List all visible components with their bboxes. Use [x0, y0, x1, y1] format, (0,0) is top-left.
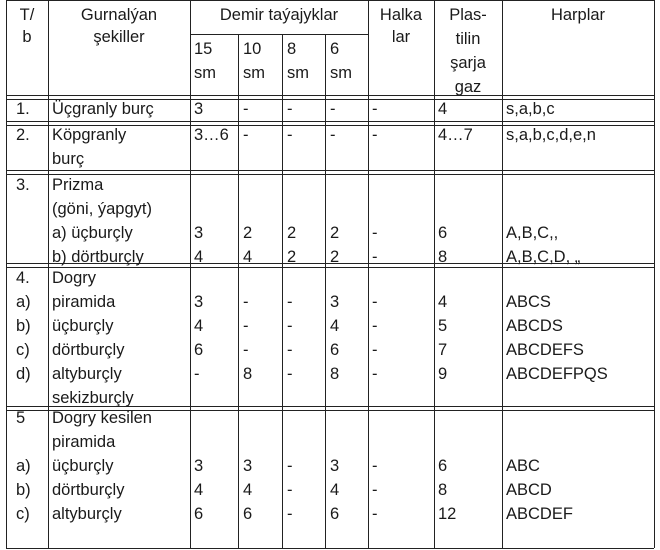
r5-r10-line-5: 6	[243, 505, 253, 523]
r4-r8-line-4: -	[287, 341, 293, 359]
r3-clay-line-3: 6	[438, 224, 448, 242]
r4-shape-line-4: dörtburçly	[52, 341, 125, 359]
r4-ring-line-3: -	[372, 317, 378, 335]
r2-r8-line-1: -	[287, 126, 293, 144]
r3-shape-line-3: a) üçburçly	[52, 224, 133, 242]
r5-num-line-5: c)	[16, 505, 30, 523]
r3-num-line-1: 3.	[16, 176, 30, 194]
r2-letters-line-1: s,a,b,c,d,e,n	[506, 126, 596, 144]
column-border-2	[190, 0, 191, 548]
r4-r15-line-3: 4	[194, 317, 204, 335]
r5-clay-line-5: 12	[438, 505, 457, 523]
r4-clay-line-4: 7	[438, 341, 448, 359]
r5-ring-line-5: -	[372, 505, 378, 523]
r5-shape-line-3: üçburçly	[52, 457, 114, 475]
r3-letters-line-4: A,B,C,D, „	[506, 248, 581, 266]
r5-r15-line-4: 4	[194, 481, 204, 499]
r3-r15-line-4: 4	[194, 248, 204, 266]
r3-shape-line-4: b) dörtburçly	[52, 248, 144, 266]
header-rod-10-unit: sm	[243, 64, 265, 82]
r2-ring-line-1: -	[372, 126, 378, 144]
r5-clay-line-3: 6	[438, 457, 448, 475]
r4-num-line-2: a)	[16, 293, 31, 311]
r2-num-line-1: 2.	[16, 126, 30, 144]
r1-ring-line-1: -	[372, 100, 378, 118]
header-rod-10-value: 10	[243, 40, 262, 58]
r4-shape-line-6: sekizburçly	[52, 389, 134, 407]
r4-letters-line-3: ABCDS	[506, 317, 563, 335]
r4-clay-line-5: 9	[438, 365, 448, 383]
header-num-line-1: T/	[19, 6, 35, 24]
r4-r6-line-3: 4	[330, 317, 340, 335]
header-rod-6-value: 6	[330, 40, 340, 58]
r5-shape-line-1: Dogry kesilen	[52, 409, 152, 427]
table-bottom-border	[6, 548, 654, 549]
r5-letters-line-4: ABCD	[506, 481, 552, 499]
r3-r15-line-3: 3	[194, 224, 204, 242]
column-border-4	[282, 34, 283, 548]
r1-r10-line-1: -	[243, 100, 249, 118]
r5-letters-line-5: ABCDEF	[506, 505, 573, 523]
header-clay-line-1: Plas-	[449, 6, 487, 24]
r1-r15-line-1: 3	[194, 100, 204, 118]
header-clay-line-4: gaz	[454, 78, 482, 96]
r2-shape-line-2: burç	[52, 150, 85, 168]
r2-r15-line-1: 3…6	[194, 126, 229, 144]
r3-ring-line-3: -	[372, 224, 378, 242]
r2-clay-line-1: 4…7	[438, 126, 473, 144]
r5-r6-line-5: 6	[330, 505, 340, 523]
r5-r8-line-5: -	[287, 505, 293, 523]
r5-ring-line-3: -	[372, 457, 378, 475]
r4-num-line-3: b)	[16, 317, 31, 335]
r4-num-line-1: 4.	[16, 269, 30, 287]
column-border-5	[325, 34, 326, 548]
r1-shape-line-1: Üçgranly burç	[52, 100, 154, 118]
r4-ring-line-4: -	[372, 341, 378, 359]
r4-letters-line-5: ABCDEFPQS	[506, 365, 608, 383]
header-rod-15-value: 15	[194, 40, 213, 58]
row-border-1-a	[6, 95, 654, 96]
header-letters: Harplar	[550, 6, 606, 24]
r4-r6-line-5: 8	[330, 365, 340, 383]
r3-r6-line-4: 2	[330, 248, 340, 266]
r4-ring-line-5: -	[372, 365, 378, 383]
column-border-8	[502, 0, 503, 548]
column-border-9	[654, 0, 655, 548]
r4-r15-line-5: -	[194, 365, 200, 383]
r3-shape-line-2: (göni, ýapgyt)	[52, 200, 152, 218]
r5-r10-line-3: 3	[243, 457, 253, 475]
header-rod-8-value: 8	[287, 40, 297, 58]
r3-ring-line-4: -	[372, 248, 378, 266]
r4-r10-line-4: -	[243, 341, 249, 359]
header-rod-15-unit: sm	[194, 64, 216, 82]
r4-ring-line-2: -	[372, 293, 378, 311]
header-num-line-2: b	[22, 28, 32, 46]
r4-r10-line-2: -	[243, 293, 249, 311]
r4-r10-line-3: -	[243, 317, 249, 335]
header-rod-8-unit: sm	[287, 64, 309, 82]
column-border-1	[48, 0, 49, 548]
r4-letters-line-2: ABCS	[506, 293, 551, 311]
r2-shape-line-1: Köpgranly	[52, 126, 127, 144]
r1-num-line-1: 1.	[16, 100, 30, 118]
r4-r8-line-5: -	[287, 365, 293, 383]
row-border-3-a	[6, 170, 654, 171]
r5-num-line-1: 5	[16, 409, 26, 427]
r2-r10-line-1: -	[243, 126, 249, 144]
r5-shape-line-2: piramida	[52, 433, 116, 451]
r5-ring-line-4: -	[372, 481, 378, 499]
r4-shape-line-3: üçburçly	[52, 317, 114, 335]
header-rings-line-1: Halka	[379, 6, 423, 24]
table-top-border	[6, 0, 654, 1]
column-border-3	[238, 34, 239, 548]
r1-r6-line-1: -	[330, 100, 336, 118]
rods-subheader-divider	[190, 34, 368, 35]
r3-clay-line-4: 8	[438, 248, 448, 266]
header-rings-line-2: lar	[391, 28, 411, 46]
r5-num-line-4: b)	[16, 481, 31, 499]
r3-r10-line-3: 2	[243, 224, 253, 242]
r4-r8-line-2: -	[287, 293, 293, 311]
r4-r10-line-5: 8	[243, 365, 253, 383]
header-rods-title: Demir taýajyklar	[219, 6, 339, 24]
r5-r8-line-4: -	[287, 481, 293, 499]
r4-r8-line-3: -	[287, 317, 293, 335]
r5-r6-line-3: 3	[330, 457, 340, 475]
r5-r10-line-4: 4	[243, 481, 253, 499]
r3-letters-line-3: A,B,C,,	[506, 224, 559, 242]
r4-clay-line-3: 5	[438, 317, 448, 335]
header-clay-line-2: tilin	[455, 30, 481, 48]
r1-r8-line-1: -	[287, 100, 293, 118]
r5-clay-line-4: 8	[438, 481, 448, 499]
r4-letters-line-4: ABCDEFS	[506, 341, 584, 359]
r5-r15-line-3: 3	[194, 457, 204, 475]
header-clay-line-3: şarja	[450, 54, 486, 72]
header-shape-line-1: Gurnalýan	[80, 6, 158, 24]
r5-shape-line-5: altyburçly	[52, 505, 122, 523]
r4-clay-line-2: 4	[438, 293, 448, 311]
r5-r15-line-5: 6	[194, 505, 204, 523]
r2-r6-line-1: -	[330, 126, 336, 144]
r4-shape-line-1: Dogry	[52, 269, 97, 287]
r4-shape-line-2: piramida	[52, 293, 116, 311]
r4-num-line-5: d)	[16, 365, 31, 383]
r3-r8-line-4: 2	[287, 248, 297, 266]
r5-r6-line-4: 4	[330, 481, 340, 499]
header-shape-line-2: şekiller	[93, 28, 145, 46]
r5-letters-line-3: ABC	[506, 457, 540, 475]
column-border-0	[6, 0, 7, 548]
header-rod-6-unit: sm	[330, 64, 352, 82]
r4-r6-line-2: 3	[330, 293, 340, 311]
r4-r15-line-2: 3	[194, 293, 204, 311]
row-border-2-a	[6, 121, 654, 122]
column-border-6	[368, 0, 369, 548]
r3-r10-line-4: 4	[243, 248, 253, 266]
r1-clay-line-1: 4	[438, 100, 448, 118]
r5-num-line-3: a)	[16, 457, 31, 475]
r3-shape-line-1: Prizma	[52, 176, 104, 194]
r4-r15-line-4: 6	[194, 341, 204, 359]
r5-shape-line-4: dörtburçly	[52, 481, 125, 499]
r4-num-line-4: c)	[16, 341, 30, 359]
r1-letters-line-1: s,a,b,c	[506, 100, 555, 118]
r3-r6-line-3: 2	[330, 224, 340, 242]
r4-shape-line-5: altyburçly	[52, 365, 122, 383]
r5-r8-line-3: -	[287, 457, 293, 475]
r3-r8-line-3: 2	[287, 224, 297, 242]
r4-r6-line-4: 6	[330, 341, 340, 359]
